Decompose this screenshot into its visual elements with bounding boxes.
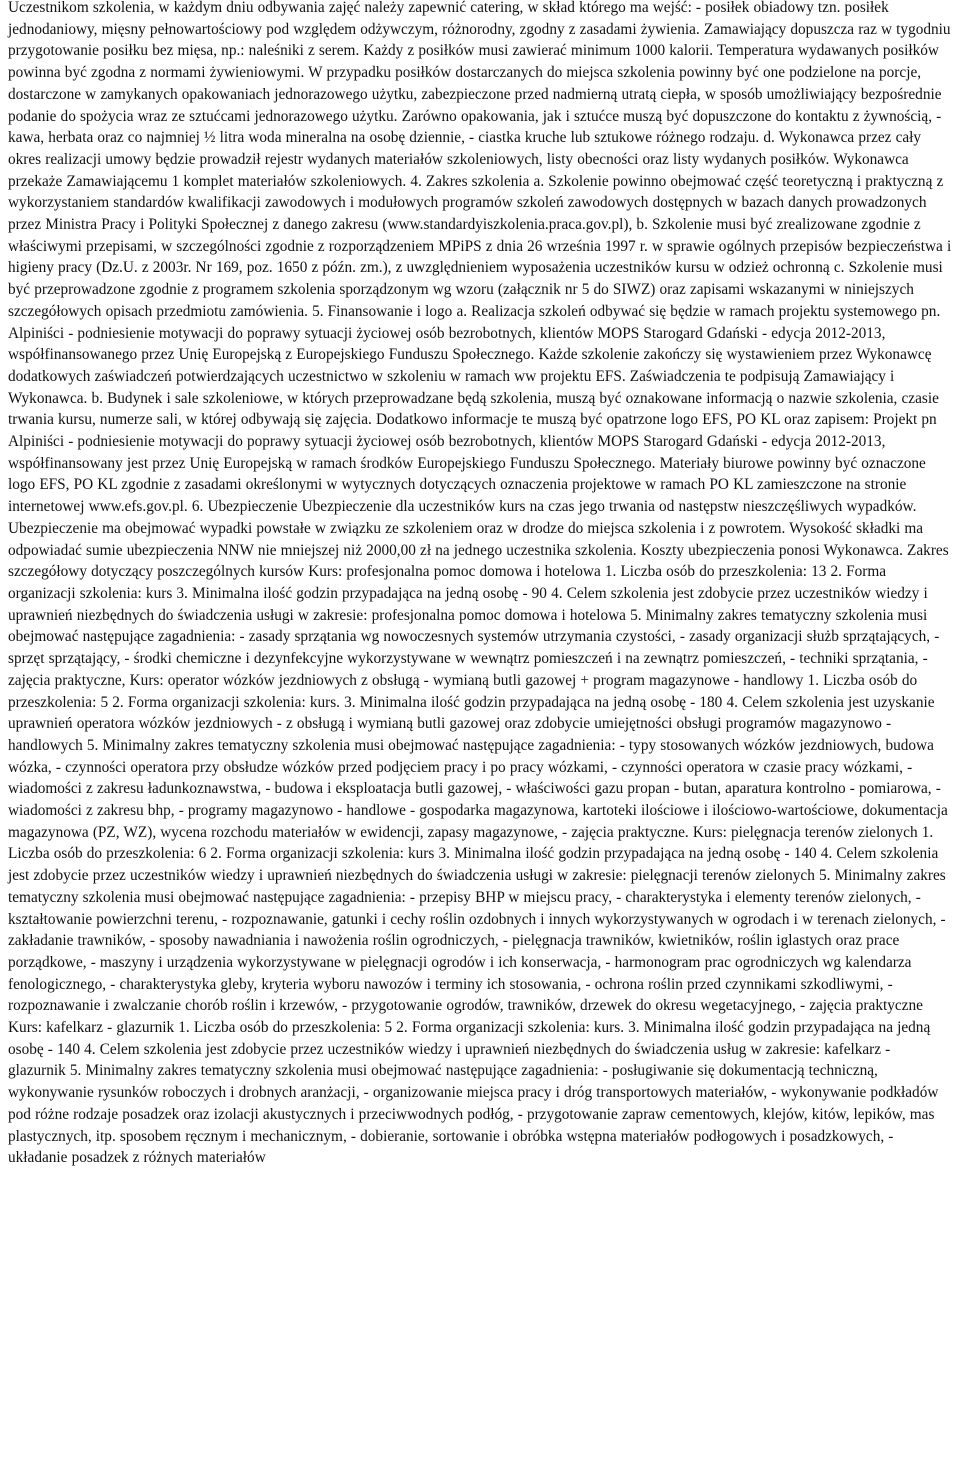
text-segment: Minimalny zakres tematyczny szkolenia musi obejmować następujące zagadnienia: - zasady sprzątania wg nowoczesnych systemów utrzymania czystości, - zasady organizacji służb sprzątających, - sprzęt sprzątający, - środki chemiczne i dezynfekcyjne wykorzystywane w wewnątrz pomieszczeń i na zewnątrz pomieszczeń, - techniki sprzątania, - zajęcia praktyczne,: [8, 606, 940, 689]
text-segment: Materiały biurowe powinny być oznaczone logo EFS, PO KL zgodnie z zasadami określonymi w wytycznych dotyczących oznaczenia projektowe w ramach PO KL zamieszczone na stronie internetowej www.efs.gov.pl.: [8, 454, 926, 516]
text-segment: c. Szkolenie musi być przeprowadzone zgodnie z programem szkolenia sporządzonym wg wzoru (załącznik nr 5 do SIWZ) oraz zapisami wskazanymi w niniejszych szczegółowych opisach przedmiotu zamówienia.: [8, 259, 943, 320]
text-segment: d. Wykonawca przez cały okres realizacji umowy będzie prowadził rejestr wydanych materiałów szkoleniowych, listy obecności oraz listy wydanych posiłków. Wykonawca przekaże Zamawiającemu 1 komplet materiałów szkoleniowych.: [8, 129, 922, 190]
text-segment: Minimalny zakres tematyczny szkolenia musi obejmować następujące zagadnienia: - posługiwanie się dokumentacją techniczną, wykonywanie rysunków roboczych i drobnych aranżacji, - organizowanie miejsca pracy i dróg transportowych materiałów, - wykonywanie podkładów pod różne rodzaje posadzek oraz izolacji akustycznych i przeciwwodnych podłóg, - przygotowanie zapraw cementowych, klejów, kitów, lepików, mas plastycznych, itp. sposobem ręcznym i mechanicznym, - dobieranie, sortowanie i obróbka wstępna materiałów podłogowych i posadzkowych, - układanie posadzek z różnych materiałów: [8, 1062, 939, 1167]
text-segment: 5. Finansowanie i logo a. Realizacja szkoleń odbywać się będzie w ramach projektu systemowego pn. Alpiniści - podniesienie motywacji do poprawy sytuacji życiowej osób bezrobotnych, klientów MOPS Starogard Gdański - edycja 2012-2013, współfinansowanego przez Unię Europejską z Europejskiego Funduszu Społecznego.: [8, 302, 941, 364]
text-segment: Wysokość składki ma odpowiadać sumie ubezpieczenia NNW nie mniejszej niż 2000,00 zł na jednego uczestnika szkolenia. Koszty ubezpieczenia ponosi Wykonawca.: [8, 519, 924, 559]
text-segment: Kurs: kafelkarz - glazurnik 1. Liczba osób do przeszkolenia: 5 2. Forma organizacji szkolenia: kurs. 3. Minimalna ilość godzin przypadająca na jedną osobę - 140 4.: [8, 1019, 931, 1058]
text-segment: Celem szkolenia jest zdobycie przez uczestników wiedzy i uprawnień niezbędnych do świadczenia usług w zakresie: kafelkarz - glazurnik 5.: [8, 1040, 891, 1080]
text-segment: Dodatkowo informacje te muszą być opatrzone logo EFS, PO KL oraz zapisem: Projekt pn Alpiniści - podniesienie motywacji do poprawy sytuacji życiowej osób bezrobotnych, klientów MOPS Starogard Gdański - edycja 2012-2013, współfinansowany jest przez Unię Europejską w ramach środków Europejskiego Funduszu Społecznego.: [8, 411, 937, 472]
text-segment: Zamawiający dopuszcza raz w tygodniu przygotowanie posiłku bez mięsa, np.: naleśniki z serem. Każdy z posiłków musi zawierać minimum 1000 kalorii. Temperatura wydawanych posiłków powinna być zgodna z normami żywieniowymi.: [8, 20, 951, 82]
text-segment: Minimalny zakres tematyczny szkolenia musi obejmować następujące zagadnienia: - typy stosowanych wózków jezdniowych, budowa wózka, - czynności operatora przy obsłudze wózków przed podjęciem pracy i po pracy wózkami, - czynności operatora w czasie pracy wózkami, - wiadomości z zakresu ładunkoznawstwa, - budowa i eksploatacja butli gazowej, - właściwości gazu propan - butan, aparatura kontrolno - pomiarowa, - wiadomości z zakresu bhp, - programy magazynowo - handlowe - gospodarka magazynowa, kartoteki ilościowe i ilościowo-wartościowe, dokumentacja magazynowa (PZ, WZ), wycena rozchodu materiałów w ewidencji, zapasy magazynowe, - zajęcia praktyczne.: [8, 736, 948, 841]
text-segment: W przypadku posiłków dostarczanych do miejsca szkolenia powinny być one podzielone na porcje, dostarczone w zamykanych opakowaniach jednorazowego użytku, zabezpieczone przed nadmierną utratą ciepła, w sposób umożliwiający bezpośrednie podanie do spożycia wraz ze sztućcami jednorazowego użytku.: [8, 64, 942, 125]
text-segment: Celem szkolenia jest zdobycie przez uczestników wiedzy i uprawnień niezbędnych do świadczenia usługi w zakresie: profesjonalna pomoc domowa i hotelowa 5.: [8, 584, 928, 624]
text-segment: Zarówno opakowania, jak i sztućce muszą być dopuszczone do kontaktu z żywnością, - kawa, herbata oraz co najmniej ½ litra woda mineralna na osobę dziennie, - ciastka kruche lub sztukowe różnego rodzaju.: [8, 107, 942, 147]
text-segment: 4. Zakres szkolenia a. Szkolenie powinno obejmować część teoretyczną i praktyczną z wykorzystaniem standardów kwalifikacji zawodowych i modułowych programów szkoleń zawodowych dostępnych w bazach danych prowadzonych przez Ministra Pracy i Polityki Społecznej z danego zakresu (www.standardyiszkolenia.praca.gov.pl),: [8, 172, 944, 234]
text-segment: Uczestnikom szkolenia, w każdym dniu odbywania zajęć należy zapewnić catering, w skład którego ma wejść: - posiłek obiadowy tzn. posiłek jednodaniowy, mięsny pełnowartościowy pod względem odżywczym, różnorodny, zgodny z zasadami żywienia.: [8, 0, 889, 38]
text-segment: Każde szkolenie zakończy się wystawieniem przez Wykonawcę dodatkowych zaświadczeń potwierdzających uczestnictwo w szkoleniu w ramach ww projektu EFS. Zaświadczenia te podpisują Zamawiający i Wykonawca.: [8, 346, 932, 407]
text-segment: b. Szkolenie musi być zrealizowane zgodnie z właściwymi przepisami, w szczególności zgodnie z rozporządzeniem MPiPS z dnia 26 września 1997 r. w sprawie ogólnych przepisów bezpieczeństwa i higieny pracy (Dz.U. z 2003r. Nr 169, poz. 1650 z późn. zm.), z uwzględnieniem wyposażenia uczestników kursu w odzież ochronną: [8, 216, 952, 277]
text-segment: Minimalny zakres tematyczny szkolenia musi obejmować następujące zagadnienia: - przepisy BHP w miejscu pracy, - charakterystyka i elementy terenów zielonych, - kształtowanie powierzchni terenu, - rozpoznawanie, gatunki i cechy roślin ozdobnych i innych wykorzystywanych w ogrodach i w terenach zielonych, - zakładanie trawników, - sposoby nawadniania i nawożenia roślin ogrodniczych, - pielęgnacja trawników, kwietników, roślin iglastych oraz prace porządkowe, - maszyny i urządzenia wykorzystywane w pielęgnacji ogrodów i ich konserwacja, - harmonogram prac ogrodniczych wg kalendarza fenologicznego, - charakterystyka gleby, kryteria wyboru nawozów i terminy ich stosowania, - ochrona roślin przed czynnikami szkodliwymi, - rozpoznawanie i zwalczanie chorób roślin i krzewów, - przygotowanie ogrodów, trawników, drzewek do okresu wegetacyjnego, - zajęcia praktyczne: [8, 867, 946, 1015]
text-segment: b. Budynek i sale szkoleniowe, w których przeprowadzane będą szkolenia, muszą być oznakowane informacją o nazwie szkolenia, czasie trwania kursu, numerze sali, w której odbywają się zajęcia.: [8, 389, 939, 429]
text-segment: Celem szkolenia jest uzyskanie uprawnień operatora wózków jezdniowych - z obsługą i wymianą butli gazowej oraz zdobycie umiejętności obsługi programów magazynowo - handlowych 5.: [8, 693, 935, 754]
text-segment: 6. Ubezpieczenie Ubezpieczenie dla uczestników kurs na czas jego trwania od następstw nieszczęśliwych wypadków. Ubezpieczenie ma obejmować wypadki powstałe w związku ze szkoleniem oraz w drodze do miejsca szkolenia i z powrotem.: [8, 498, 917, 537]
text-segment: Zakres szczegółowy dotyczący poszczególnych kursów Kurs: profesjonalna pomoc domowa i hotelowa 1. Liczba osób do przeszkolenia: 13 2. Forma organizacji szkolenia: kurs 3. Minimalna ilość godzin przypadająca na jedną osobę - 90 4.: [8, 541, 949, 602]
text-segment: Kurs: operator wózków jezdniowych z obsługą - wymianą butli gazowej + program magazynowe - handlowy 1. Liczba osób do przeszkolenia: 5 2. Forma organizacji szkolenia: kurs. 3. Minimalna ilość godzin przypadająca na jedną osobę - 180 4.: [8, 671, 918, 711]
text-segment: Kurs: pielęgnacja terenów zielonych 1. Liczba osób do przeszkolenia: 6 2. Forma organizacji szkolenia: kurs 3. Minimalna ilość godzin przypadająca na jedną osobę - 140 4.: [8, 823, 934, 863]
text-segment: Celem szkolenia jest zdobycie przez uczestników wiedzy i uprawnień niezbędnych do świadczenia usługi w zakresie: pielęgnacji terenów zielonych 5.: [8, 845, 939, 885]
document-body-text: [8, 0, 952, 1169]
